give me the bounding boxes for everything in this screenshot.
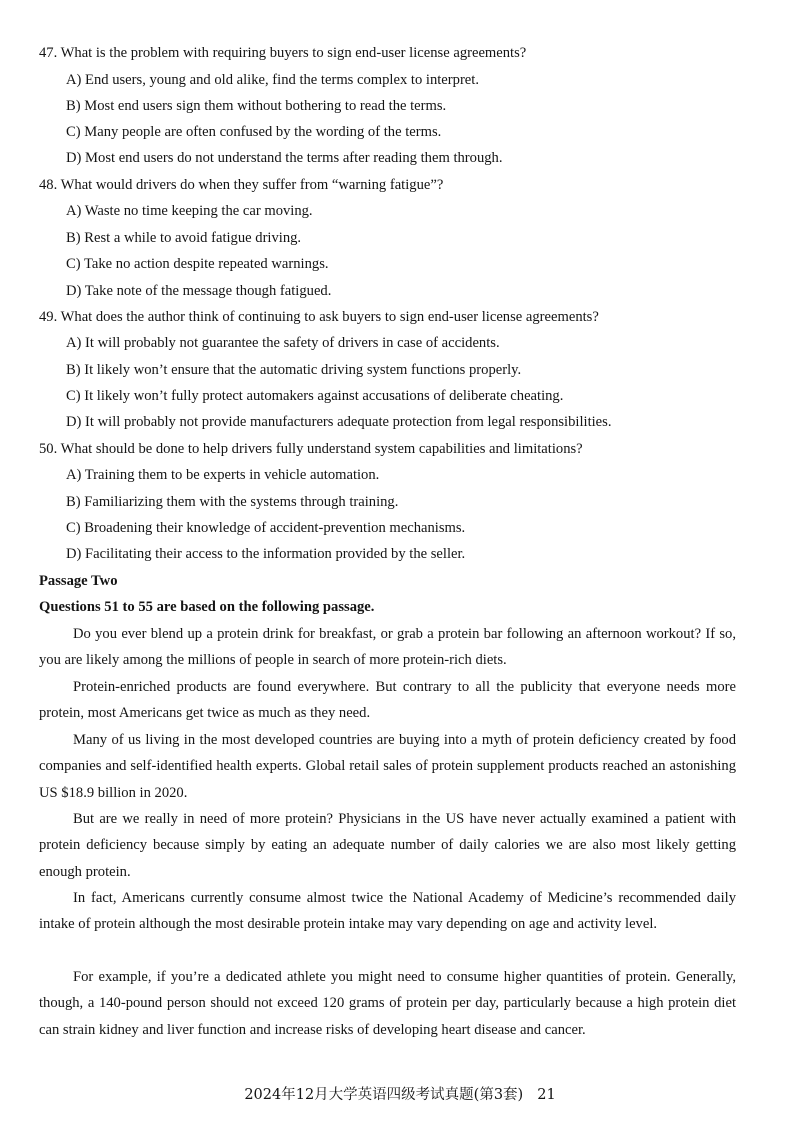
question-49-stem: 49. What does the author think of continuing to ask buyers to sign end-user license agreements? bbox=[39, 309, 599, 325]
question-50-option-a: A) Training them to be experts in vehicle automation. bbox=[66, 467, 380, 483]
page-number: 21 bbox=[537, 1087, 556, 1103]
question-49-option-a: A) It will probably not guarantee the safety of drivers in case of accidents. bbox=[66, 335, 500, 351]
passage-paragraph-6: For example, if you’re a dedicated athlete you might need to consume higher quantities of protein. Generally, though, a 140-pound person should not exceed 120 grams of protein per day, particularly because a high protein diet can strain kidney and liver function and increase risks of developing heart disease and cancer. bbox=[39, 969, 736, 1038]
question-48-option-c: C) Take no action despite repeated warnings. bbox=[66, 256, 329, 272]
question-48-option-a: A) Waste no time keeping the car moving. bbox=[66, 203, 313, 219]
passage-instruction: Questions 51 to 55 are based on the following passage. bbox=[39, 599, 375, 615]
question-49-option-b: B) It likely won’t ensure that the automatic driving system functions properly. bbox=[66, 362, 522, 378]
question-49-option-c: C) It likely won’t fully protect automakers against accusations of deliberate cheating. bbox=[66, 388, 564, 404]
question-50-option-b: B) Familiarizing them with the systems through training. bbox=[66, 494, 399, 510]
question-48-option-b: B) Rest a while to avoid fatigue driving. bbox=[66, 230, 302, 246]
question-47-stem: 47. What is the problem with requiring buyers to sign end-user license agreements? bbox=[39, 45, 527, 61]
question-48-option-d: D) Take note of the message though fatigued. bbox=[66, 283, 332, 299]
passage-title: Passage Two bbox=[39, 573, 118, 589]
question-47-option-a: A) End users, young and old alike, find the terms complex to interpret. bbox=[66, 72, 479, 88]
passage-paragraph-5: In fact, Americans currently consume almost twice the National Academy of Medicine’s recommended daily intake of protein although the most desirable protein intake may vary depending on age and activity level. bbox=[39, 890, 736, 933]
passage-paragraph-2: Protein-enriched products are found everywhere. But contrary to all the publicity that everyone needs more protein, most Americans get twice as much as they need. bbox=[39, 679, 736, 722]
footer-title: 2024年12月大学英语四级考试真题(第3套) bbox=[244, 1087, 524, 1103]
question-50-option-c: C) Broadening their knowledge of accident-prevention mechanisms. bbox=[66, 520, 466, 536]
passage-paragraph-3: Many of us living in the most developed countries are buying into a myth of protein deficiency created by food companies and self-identified health experts. Global retail sales of protein supplement products reached an astonishing US $18.9 billion in 2020. bbox=[39, 732, 736, 801]
question-48-stem: 48. What would drivers do when they suffer from “warning fatigue”? bbox=[39, 177, 444, 193]
question-47-option-c: C) Many people are often confused by the wording of the terms. bbox=[66, 124, 442, 140]
question-49-option-d: D) It will probably not provide manufacturers adequate protection from legal responsibilities. bbox=[66, 414, 612, 430]
question-50-option-d: D) Facilitating their access to the information provided by the seller. bbox=[66, 546, 466, 562]
passage-paragraph-4: But are we really in need of more protein? Physicians in the US have never actually examined a patient with protein deficiency because simply by eating an adequate number of daily calories we are also most likely getting enough protein. bbox=[39, 811, 736, 880]
question-47-option-b: B) Most end users sign them without bothering to read the terms. bbox=[66, 98, 447, 114]
passage-paragraph-1: Do you ever blend up a protein drink for breakfast, or grab a protein bar following an afternoon workout? If so, you are likely among the millions of people in search of more protein-rich diets. bbox=[39, 626, 736, 669]
question-47-option-d: D) Most end users do not understand the terms after reading them through. bbox=[66, 150, 503, 166]
question-50-stem: 50. What should be done to help drivers fully understand system capabilities and limitations? bbox=[39, 441, 583, 457]
page-footer bbox=[0, 1083, 800, 1104]
